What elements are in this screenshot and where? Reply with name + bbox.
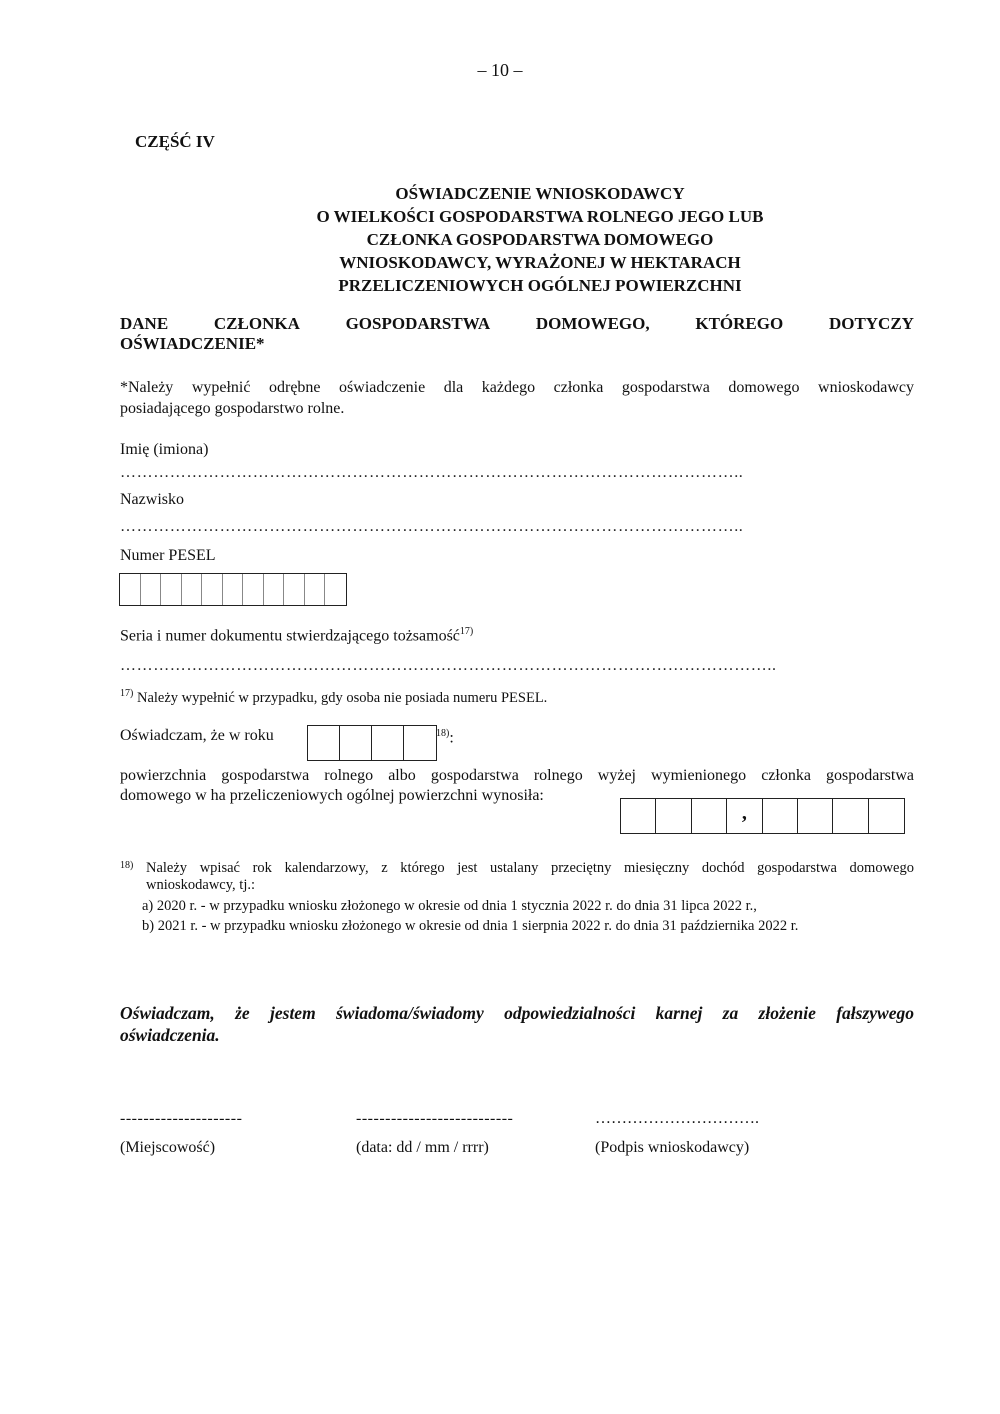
area-digit-box[interactable] [833,799,868,833]
signature-line[interactable]: …………………………. [595,1110,759,1127]
colon: : [449,729,454,747]
footnote-17 [120,688,547,707]
footnote-item-b: b) 2021 r. - w przypadku wniosku złożonego w okresie od dnia 1 sierpnia 2022 r. do dnia 31 października 2022 r. [142,918,799,934]
date-line[interactable]: --------------------------- [356,1110,514,1127]
pesel-digit-box[interactable] [305,574,326,605]
area-input[interactable] [620,798,905,834]
id-document-label-text: Seria i numer dokumentu stwierdzającego tożsamość [120,627,460,645]
area-digit-box[interactable] [692,799,727,833]
note-line: posiadającego gospodarstwo rolne. [120,400,345,417]
area-digit-box[interactable] [798,799,833,833]
title-line: WNIOSKODAWCY, WYRAŻONEJ W HEKTARACH [339,253,741,272]
title-line: PRZELICZENIOWYCH OGÓLNEJ POWIERZCHNI [338,276,742,295]
instruction-note [120,377,914,419]
id-document-label [120,626,473,645]
area-statement-line: powierzchnia gospodarstwa rolnego albo gospodarstwa rolnego wyżej wymienionego członka gospodarstwa [120,767,914,784]
date-label: (data: dd / mm / rrrr) [356,1139,489,1156]
place-label: (Miejscowość) [120,1139,216,1156]
title-line: O WIELKOŚCI GOSPODARSTWA ROLNEGO JEGO LUB [316,207,764,226]
heading-word: KTÓREGO [695,314,784,333]
pesel-digit-box[interactable] [182,574,203,605]
footnote-mark: 18) [120,860,134,871]
signature-label: (Podpis wnioskodawcy) [595,1139,750,1156]
section-heading [120,314,914,354]
section-heading-line2: OŚWIADCZENIE* [120,334,265,353]
area-digit-box[interactable] [869,799,904,833]
footnote-line: wnioskodawcy, tj.: [146,877,256,893]
heading-word: DOTYCZY [828,314,914,333]
pesel-digit-box[interactable] [141,574,162,605]
year-input[interactable] [307,725,437,761]
footnote-item-a: a) 2020 r. - w przypadku wniosku złożonego w okresie od dnia 1 stycznia 2022 r. do dnia 31 lipca 2022 r., [142,898,757,914]
pesel-digit-box[interactable] [284,574,305,605]
footnote-ref-17: 17) [459,626,474,637]
first-name-field[interactable]: ………………………………………………………………………………………………….. [120,464,744,481]
footnote-ref-18: 18) [436,728,450,739]
heading-word: DANE [120,314,169,333]
year-digit-box[interactable] [340,726,372,760]
year-digit-box[interactable] [308,726,340,760]
year-footnote-ref [436,728,454,747]
heading-word: DOMOWEGO, [535,314,650,333]
signature-date [356,1110,513,1157]
document-title [250,182,830,297]
pesel-digit-box[interactable] [325,574,346,605]
title-line: CZŁONKA GOSPODARSTWA DOMOWEGO [366,230,714,249]
footnote-text: Należy wypełnić w przypadku, gdy osoba nie posiada numeru PESEL. [136,689,548,706]
footnote-mark: 17) [120,688,134,699]
part-title: CZĘŚĆ IV [135,132,215,151]
year-digit-box[interactable] [372,726,404,760]
area-statement-line: domowego w ha przeliczeniowych ogólnej powierzchni wynosiła: [120,787,544,804]
heading-word: GOSPODARSTWA [345,314,491,333]
signature-place [120,1110,242,1157]
title-line: OŚWIADCZENIE WNIOSKODAWCY [395,184,685,203]
pesel-digit-box[interactable] [120,574,141,605]
pesel-digit-box[interactable] [202,574,223,605]
footnote-18 [120,860,914,936]
declaration-line: Oświadczam, że jestem świadoma/świadomy odpowiedzialności karnej za złożenie fałszywego [120,1003,914,1023]
note-line: *Należy wypełnić odrębne oświadczenie dla każdego członka gospodarstwa domowego wnioskodawcy [120,379,914,396]
decimal-comma-box: , [727,799,762,833]
area-digit-box[interactable] [656,799,691,833]
year-statement-label: Oświadczam, że w roku [120,727,274,744]
pesel-digit-box[interactable] [264,574,285,605]
heading-word: CZŁONKA [213,314,300,333]
signature-applicant [595,1110,759,1157]
last-name-field[interactable]: ………………………………………………………………………………………………….. [120,518,744,535]
year-digit-box[interactable] [404,726,436,760]
declaration-line: oświadczenia. [120,1025,220,1045]
pesel-digit-box[interactable] [223,574,244,605]
pesel-input[interactable] [119,573,347,606]
pesel-digit-box[interactable] [161,574,182,605]
section-heading-line1 [120,314,914,334]
area-digit-box[interactable] [763,799,798,833]
place-line[interactable]: --------------------- [120,1110,243,1127]
id-document-field[interactable]: ……………………………………………………………………………………………………….. [120,657,777,674]
pesel-digit-box[interactable] [243,574,264,605]
area-digit-box[interactable] [621,799,656,833]
pesel-label: Numer PESEL [120,547,216,564]
page-number: – 10 – [477,60,523,80]
last-name-label: Nazwisko [120,491,184,508]
footnote-line: Należy wpisać rok kalendarzowy, z którego jest ustalany przeciętny miesięczny dochód gospodarstwa domowego [146,860,914,876]
first-name-label: Imię (imiona) [120,441,209,458]
liability-declaration [120,1002,914,1046]
